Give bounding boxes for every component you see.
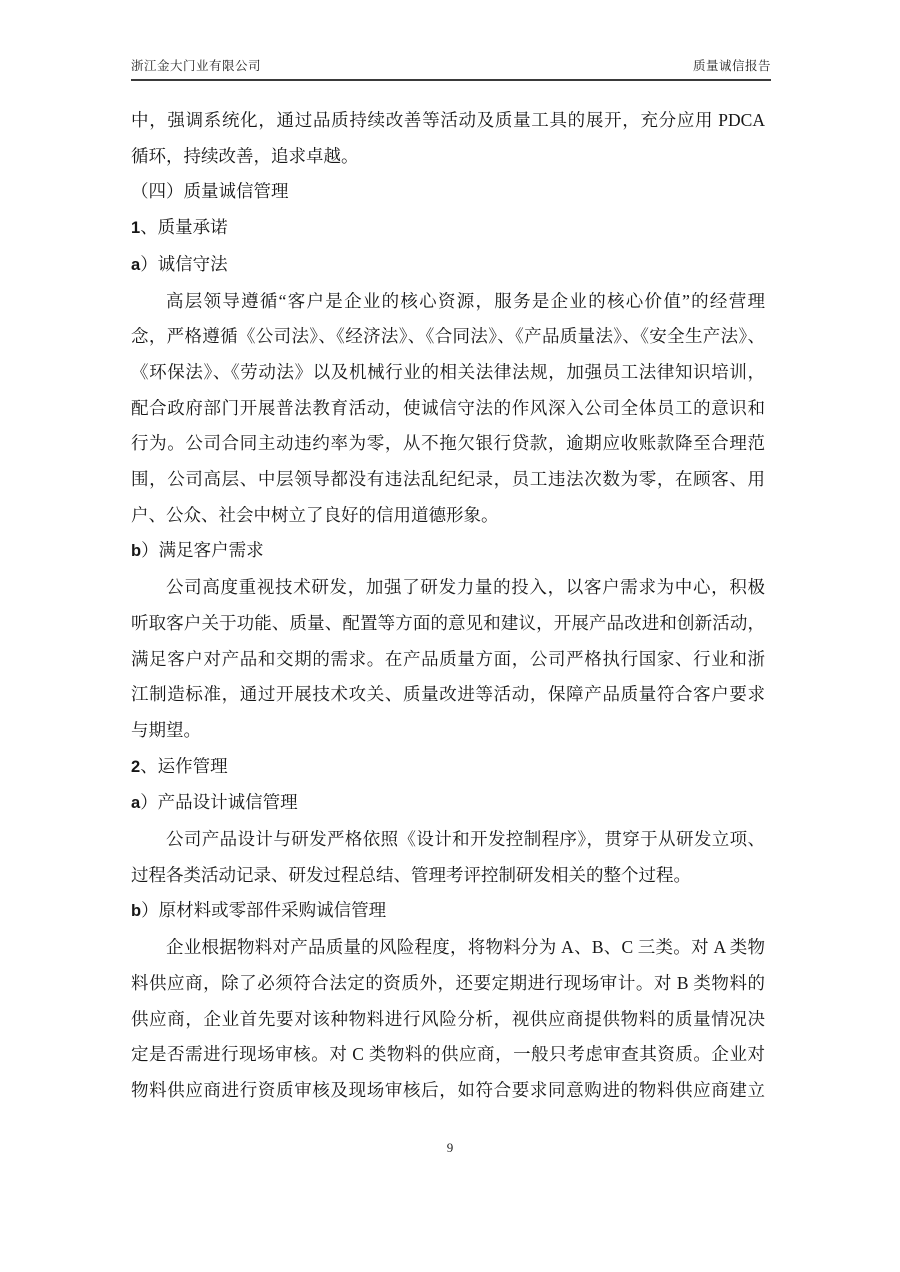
- page-header: [131, 56, 771, 81]
- body-line: [131, 1037, 765, 1073]
- list-marker: a: [131, 255, 141, 274]
- line-text: ）产品设计诚信管理: [140, 792, 298, 813]
- line-text: 物料供应商进行资质审核及现场审核后，如符合要求同意购进的物料供应商建立: [131, 1079, 765, 1100]
- body-line: [131, 677, 765, 713]
- line-text: 满足客户对产品和交期的需求。在产品质量方面，公司严格执行国家、行业和浙: [131, 648, 765, 669]
- line-text: 听取客户关于功能、质量、配置等方面的意见和建议，开展产品改进和创新活动，: [131, 612, 765, 633]
- heading-line: [131, 174, 765, 210]
- line-text: ）满足客户需求: [141, 540, 264, 561]
- list-marker: 2: [131, 757, 141, 776]
- heading-line: [131, 533, 765, 570]
- page-number: 9: [446, 1140, 454, 1155]
- line-text: ）原材料或零部件采购诚信管理: [141, 900, 387, 921]
- line-text: 围，公司高层、中层领导都没有违法乱纪纪录，员工违法次数为零，在顾客、用: [131, 469, 765, 490]
- body-line: [131, 284, 765, 320]
- line-text: 江制造标准，通过开展技术攻关、质量改进等活动，保障产品质量符合客户要求: [131, 684, 765, 705]
- line-text: 、运作管理: [140, 755, 228, 776]
- line-text: 过程各类活动记录、研发过程总结、管理考评控制研发相关的整个过程。: [131, 864, 691, 885]
- page-footer: [0, 1140, 900, 1156]
- list-marker: b: [131, 542, 142, 561]
- body-line: [131, 858, 765, 894]
- body-line: [131, 1002, 765, 1038]
- line-text: 配合政府部门开展普法教育活动，使诚信守法的作风深入公司全体员工的意识和: [131, 397, 765, 418]
- body-line: [131, 498, 765, 534]
- body-line: [131, 570, 765, 606]
- body-line: [131, 426, 765, 462]
- line-text: 户、公众、社会中树立了良好的信用道德形象。: [131, 504, 499, 525]
- list-marker: a: [131, 794, 141, 813]
- header-report-title: 质量诚信报告: [692, 59, 771, 73]
- body-line: [131, 1073, 765, 1109]
- body-line: [131, 103, 765, 139]
- body-line: [131, 642, 765, 678]
- line-text: 中，强调系统化，通过品质持续改善等活动及质量工具的展开，充分应用 PDCA: [131, 110, 765, 130]
- list-marker: 1: [131, 219, 141, 238]
- line-text: 高层领导遵循“客户是企业的核心资源，服务是企业的核心价值”的经营理: [166, 290, 765, 311]
- line-text: 行为。公司合同主动违约率为零，从不拖欠银行贷款，逾期应收账款降至合理范: [131, 433, 765, 454]
- list-marker: b: [131, 902, 142, 921]
- body-line: [131, 606, 765, 642]
- heading-line: [131, 210, 765, 247]
- body-line: [131, 319, 765, 355]
- line-text: 循环，持续改善，追求卓越。: [131, 145, 359, 166]
- body-line: [131, 355, 765, 391]
- line-text: 公司高度重视技术研发，加强了研发力量的投入，以客户需求为中心，积极: [166, 577, 765, 598]
- line-text: ）诚信守法: [140, 253, 228, 274]
- line-text: 《环保法》、《劳动法》以及机械行业的相关法律法规，加强员工法律知识培训，: [131, 361, 765, 382]
- body-line: [131, 713, 765, 749]
- heading-line: [131, 247, 765, 284]
- body-line: [131, 966, 765, 1002]
- document-body: [131, 103, 765, 1109]
- heading-line: [131, 785, 765, 822]
- line-text: 公司产品设计与研发严格依照《设计和开发控制程序》，贯穿于从研发立项、: [166, 829, 765, 850]
- body-line: [131, 930, 765, 966]
- line-text: 料供应商，除了必须符合法定的资质外，还要定期进行现场审计。对 B 类物料的: [131, 972, 765, 993]
- heading-line: [131, 749, 765, 786]
- body-line: [131, 139, 765, 175]
- body-line: [131, 822, 765, 858]
- heading-line: [131, 893, 765, 930]
- line-text: 与期望。: [131, 719, 201, 740]
- body-line: [131, 391, 765, 427]
- line-text: 企业根据物料对产品质量的风险程度，将物料分为 A、B、C 三类。对 A 类物: [166, 937, 765, 958]
- line-text: 定是否需进行现场审核。对 C 类物料的供应商，一般只考虑审查其资质。企业对: [131, 1044, 765, 1065]
- line-text: 、质量承诺: [140, 217, 228, 238]
- header-company-name: 浙江金大门业有限公司: [131, 59, 262, 73]
- line-text: （四）质量诚信管理: [131, 181, 289, 202]
- line-text: 念，严格遵循《公司法》、《经济法》、《合同法》、《产品质量法》、《安全生产法》、: [131, 326, 765, 347]
- body-line: [131, 462, 765, 498]
- line-text: 供应商，企业首先要对该种物料进行风险分析，视供应商提供物料的质量情况决: [131, 1008, 765, 1029]
